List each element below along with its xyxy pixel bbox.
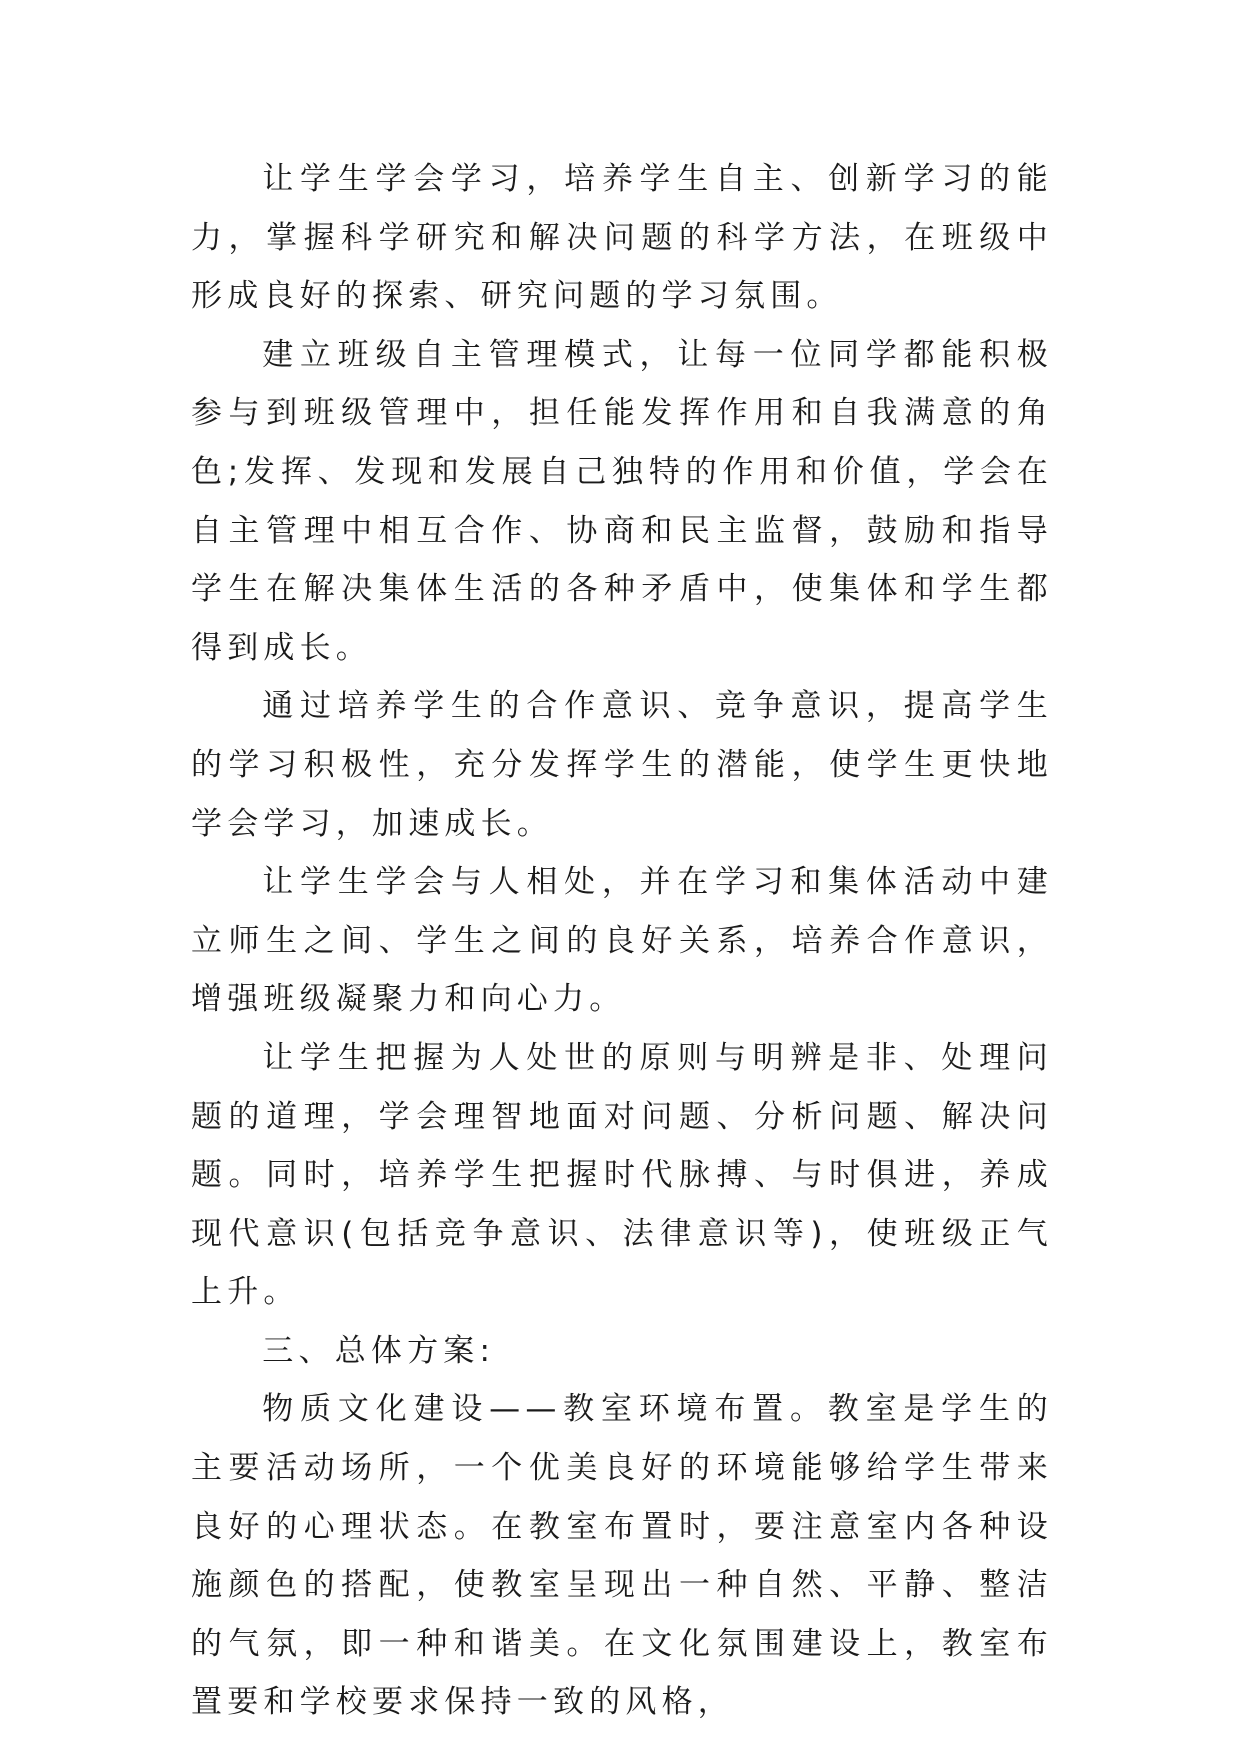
document-body (191, 150, 1053, 1732)
paragraph-1: 让学生学会学习，培养学生自主、创新学习的能力，掌握科学研究和解决问题的科学方法，在班级中形成良好的探索、研究问题的学习氛围。 (191, 161, 1053, 315)
paragraph-4: 让学生学会与人相处，并在学习和集体活动中建立师生之间、学生之间的良好关系，培养合作意识，增强班级凝聚力和向心力。 (191, 864, 1053, 1018)
paragraph-3: 通过培养学生的合作意识、竞争意识，提高学生的学习积极性，充分发挥学生的潜能，使学生更快地学会学习，加速成长。 (191, 688, 1053, 842)
paragraph-2: 建立班级自主管理模式，让每一位同学都能积极参与到班级管理中，担任能发挥作用和自我满意的角色;发挥、发现和发展自己独特的作用和价值，学会在自主管理中相互合作、协商和民主监督，鼓励和指导学生在解决集体生活的各种矛盾中，使集体和学生都得到成长。 (191, 336, 1053, 666)
paragraph-5: 让学生把握为人处世的原则与明辨是非、处理问题的道理，学会理智地面对问题、分析问题、解决问题。同时，培养学生把握时代脉搏、与时俱进，养成现代意识(包括竞争意识、法律意识等)，使班级正气上升。 (191, 1039, 1053, 1311)
paragraph-6: 物质文化建设——教室环境布置。教室是学生的主要活动场所，一个优美良好的环境能够给学生带来良好的心理状态。在教室布置时，要注意室内各种设施颜色的搭配，使教室呈现出一种自然、平静、整洁的气氛，即一种和谐美。在文化氛围建设上，教室布置要和学校要求保持一致的风格， (191, 1391, 1053, 1721)
section-heading: 三、总体方案: (262, 1332, 496, 1369)
